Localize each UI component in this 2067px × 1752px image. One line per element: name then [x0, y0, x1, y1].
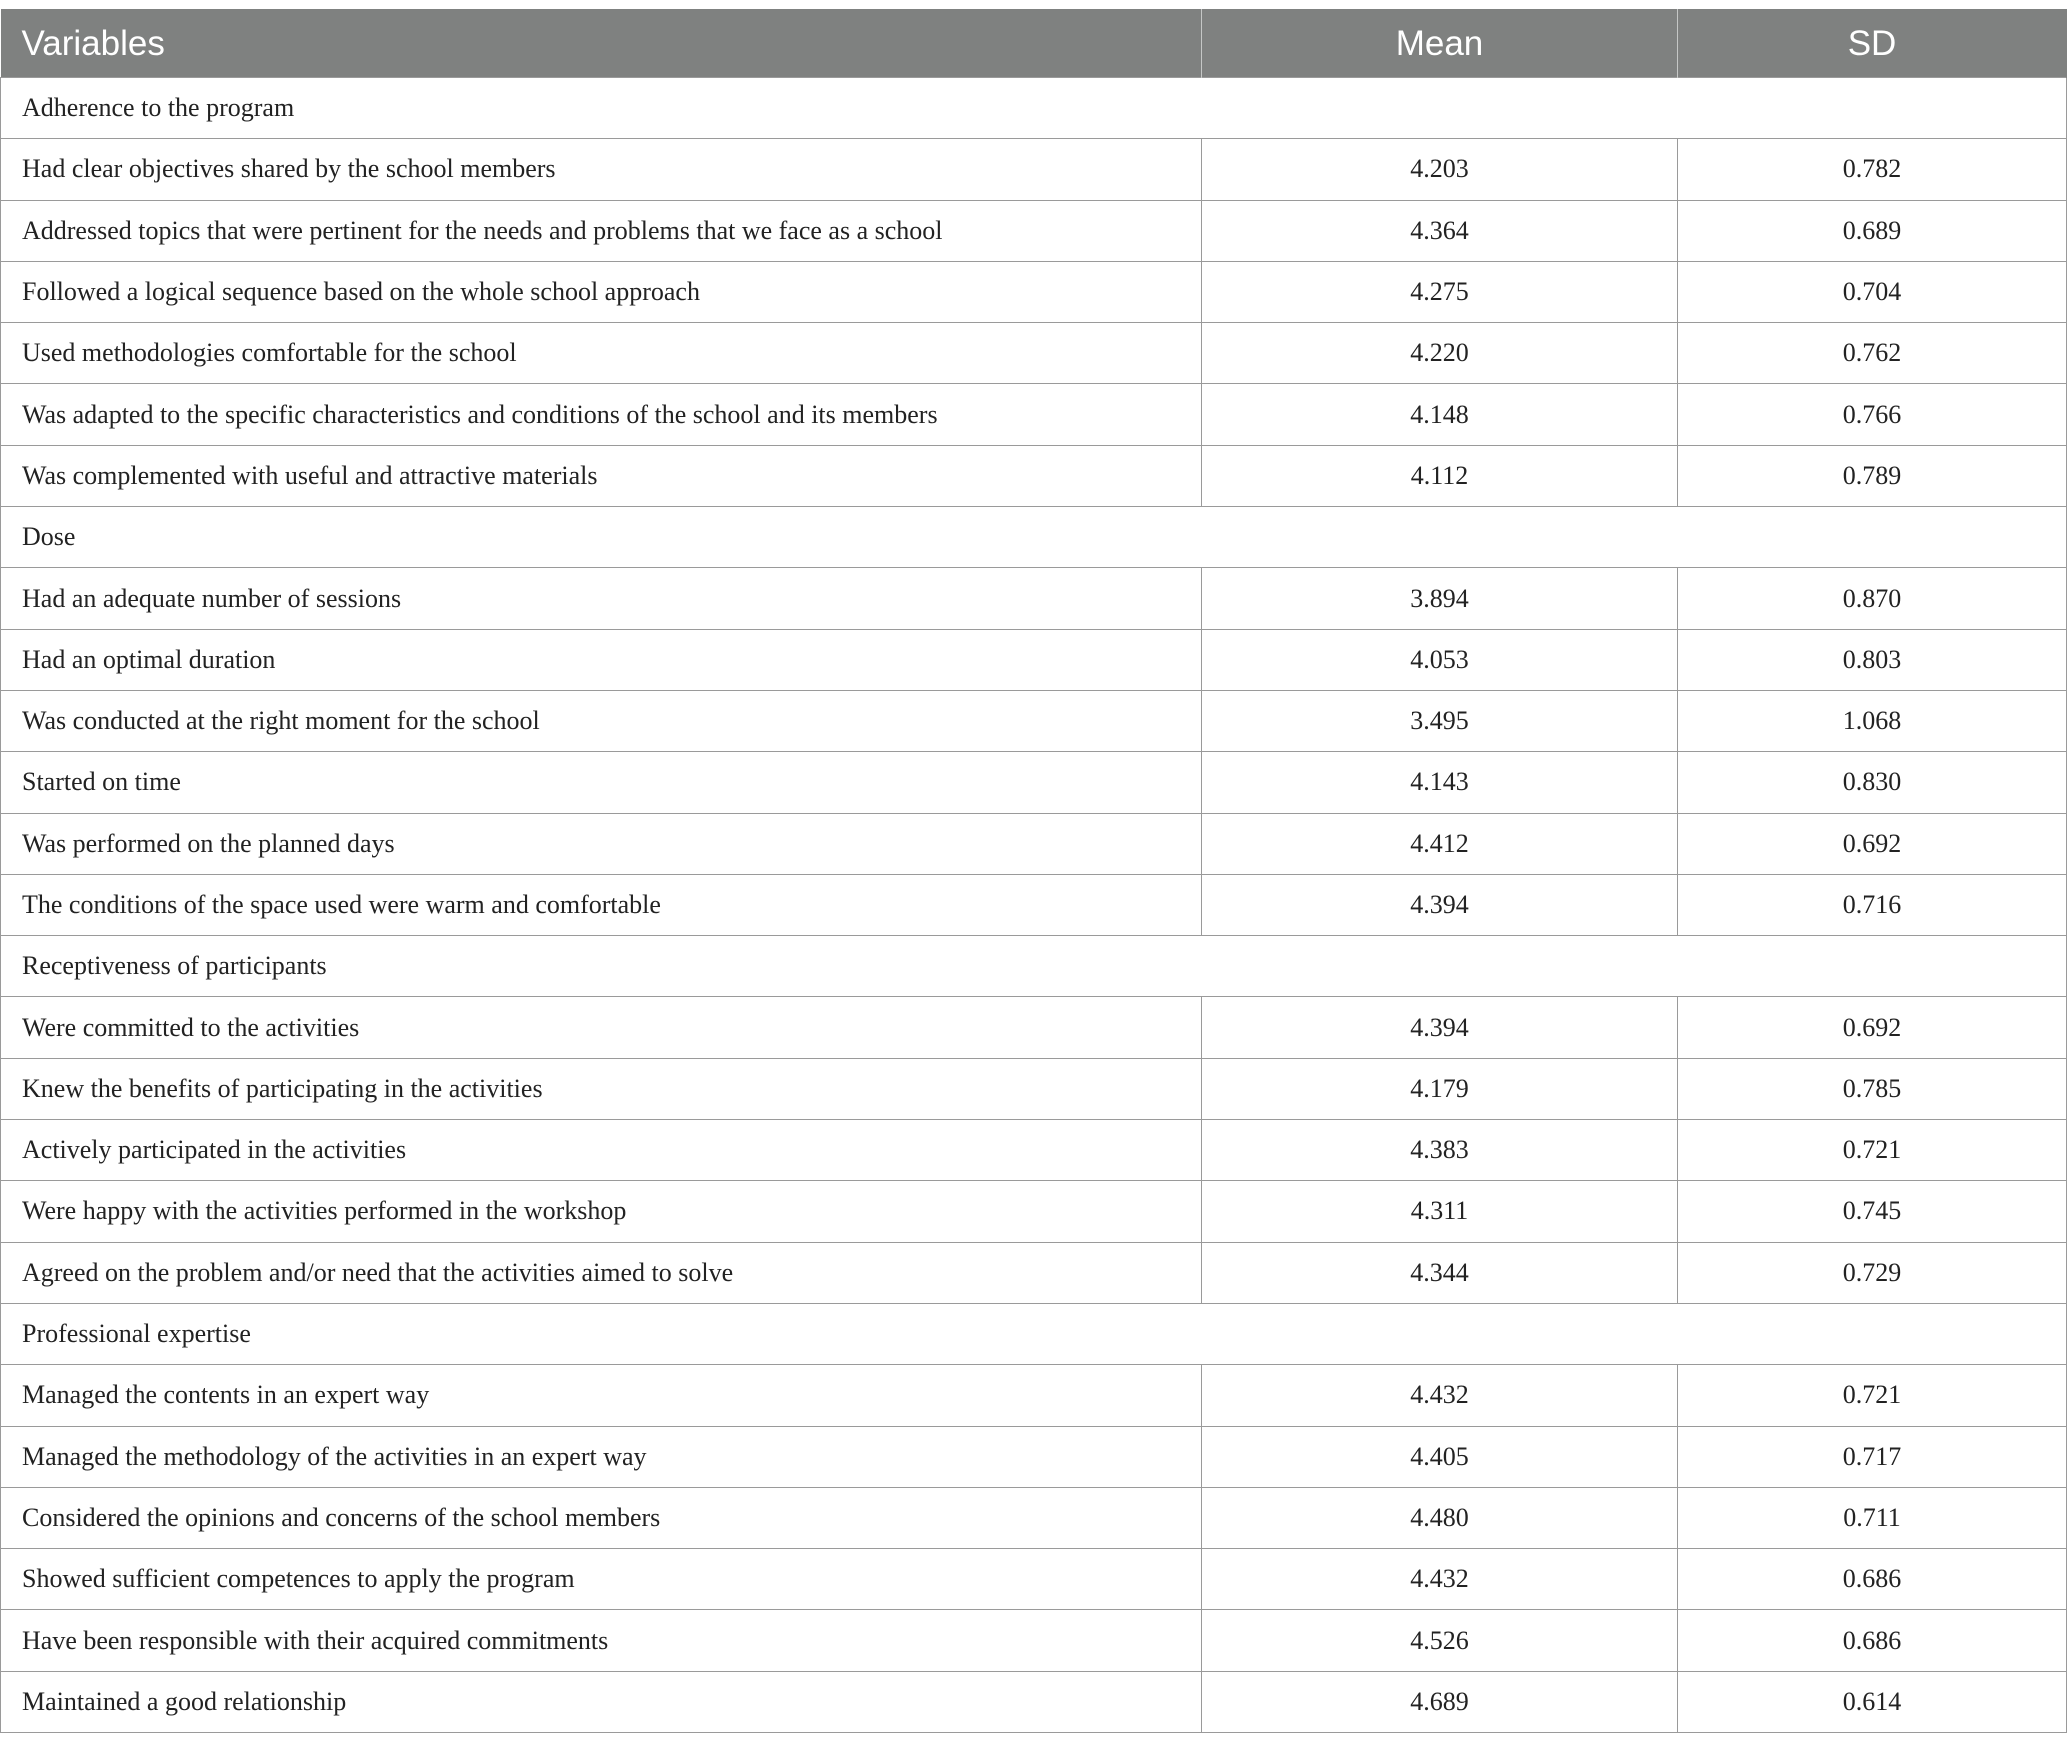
mean-cell: 4.432	[1202, 1365, 1678, 1426]
variable-cell: Have been responsible with their acquired commitments	[1, 1610, 1202, 1671]
table-row	[1, 200, 2067, 261]
table-row	[1, 1058, 2067, 1119]
mean-cell: 4.275	[1202, 261, 1678, 322]
table-header	[1, 10, 2067, 78]
mean-cell: 4.311	[1202, 1181, 1678, 1242]
results-table	[0, 9, 2067, 1733]
sd-cell: 0.729	[1678, 1242, 2067, 1303]
sd-cell: 0.830	[1678, 752, 2067, 813]
sd-cell: 0.717	[1678, 1426, 2067, 1487]
results-table-container	[0, 9, 2066, 1733]
sd-cell: 0.766	[1678, 384, 2067, 445]
section-label: Receptiveness of participants	[1, 936, 2067, 997]
mean-cell: 4.526	[1202, 1610, 1678, 1671]
section-label: Professional expertise	[1, 1303, 2067, 1364]
section-row	[1, 1303, 2067, 1364]
variable-cell: Addressed topics that were pertinent for the needs and problems that we face as a school	[1, 200, 1202, 261]
section-label: Dose	[1, 507, 2067, 568]
table-row	[1, 445, 2067, 506]
variable-cell: Used methodologies comfortable for the school	[1, 323, 1202, 384]
mean-cell: 4.053	[1202, 629, 1678, 690]
mean-cell: 4.394	[1202, 874, 1678, 935]
mean-cell: 4.179	[1202, 1058, 1678, 1119]
header-row	[1, 10, 2067, 78]
sd-cell: 0.789	[1678, 445, 2067, 506]
header-mean: Mean	[1202, 10, 1678, 78]
table-row	[1, 1181, 2067, 1242]
table-row	[1, 1242, 2067, 1303]
table-row	[1, 874, 2067, 935]
table-row	[1, 568, 2067, 629]
variable-cell: Was adapted to the specific characteristics and conditions of the school and its members	[1, 384, 1202, 445]
mean-cell: 4.432	[1202, 1549, 1678, 1610]
mean-cell: 4.480	[1202, 1487, 1678, 1548]
mean-cell: 4.344	[1202, 1242, 1678, 1303]
sd-cell: 0.782	[1678, 139, 2067, 200]
table-row	[1, 139, 2067, 200]
variable-cell: Knew the benefits of participating in the activities	[1, 1058, 1202, 1119]
table-row	[1, 752, 2067, 813]
sd-cell: 0.721	[1678, 1120, 2067, 1181]
variable-cell: Was performed on the planned days	[1, 813, 1202, 874]
mean-cell: 4.394	[1202, 997, 1678, 1058]
variable-cell: Had an optimal duration	[1, 629, 1202, 690]
table-row	[1, 629, 2067, 690]
variable-cell: Maintained a good relationship	[1, 1671, 1202, 1732]
header-variables: Variables	[1, 10, 1202, 78]
variable-cell: Managed the contents in an expert way	[1, 1365, 1202, 1426]
variable-cell: Managed the methodology of the activities in an expert way	[1, 1426, 1202, 1487]
mean-cell: 4.689	[1202, 1671, 1678, 1732]
sd-cell: 0.692	[1678, 813, 2067, 874]
header-sd: SD	[1678, 10, 2067, 78]
section-row	[1, 78, 2067, 139]
table-row	[1, 261, 2067, 322]
mean-cell: 3.894	[1202, 568, 1678, 629]
mean-cell: 4.220	[1202, 323, 1678, 384]
mean-cell: 4.203	[1202, 139, 1678, 200]
variable-cell: Were happy with the activities performed in the workshop	[1, 1181, 1202, 1242]
table-row	[1, 323, 2067, 384]
mean-cell: 4.412	[1202, 813, 1678, 874]
sd-cell: 0.614	[1678, 1671, 2067, 1732]
section-row	[1, 507, 2067, 568]
table-row	[1, 997, 2067, 1058]
variable-cell: Followed a logical sequence based on the whole school approach	[1, 261, 1202, 322]
variable-cell: Considered the opinions and concerns of the school members	[1, 1487, 1202, 1548]
sd-cell: 0.803	[1678, 629, 2067, 690]
table-row	[1, 384, 2067, 445]
sd-cell: 0.686	[1678, 1549, 2067, 1610]
sd-cell: 0.721	[1678, 1365, 2067, 1426]
table-body	[1, 78, 2067, 1733]
table-row	[1, 1610, 2067, 1671]
variable-cell: Agreed on the problem and/or need that the activities aimed to solve	[1, 1242, 1202, 1303]
section-label: Adherence to the program	[1, 78, 2067, 139]
table-row	[1, 1426, 2067, 1487]
sd-cell: 0.689	[1678, 200, 2067, 261]
sd-cell: 0.785	[1678, 1058, 2067, 1119]
mean-cell: 4.364	[1202, 200, 1678, 261]
variable-cell: Had an adequate number of sessions	[1, 568, 1202, 629]
table-row	[1, 690, 2067, 751]
mean-cell: 4.405	[1202, 1426, 1678, 1487]
sd-cell: 0.692	[1678, 997, 2067, 1058]
table-row	[1, 1120, 2067, 1181]
sd-cell: 0.745	[1678, 1181, 2067, 1242]
sd-cell: 0.704	[1678, 261, 2067, 322]
sd-cell: 0.716	[1678, 874, 2067, 935]
sd-cell: 0.870	[1678, 568, 2067, 629]
variable-cell: Started on time	[1, 752, 1202, 813]
variable-cell: Had clear objectives shared by the school members	[1, 139, 1202, 200]
sd-cell: 1.068	[1678, 690, 2067, 751]
mean-cell: 4.143	[1202, 752, 1678, 813]
variable-cell: Was conducted at the right moment for the school	[1, 690, 1202, 751]
sd-cell: 0.686	[1678, 1610, 2067, 1671]
table-row	[1, 813, 2067, 874]
sd-cell: 0.711	[1678, 1487, 2067, 1548]
table-row	[1, 1671, 2067, 1732]
variable-cell: Was complemented with useful and attractive materials	[1, 445, 1202, 506]
table-row	[1, 1487, 2067, 1548]
variable-cell: Showed sufficient competences to apply the program	[1, 1549, 1202, 1610]
variable-cell: Were committed to the activities	[1, 997, 1202, 1058]
mean-cell: 4.112	[1202, 445, 1678, 506]
mean-cell: 4.383	[1202, 1120, 1678, 1181]
sd-cell: 0.762	[1678, 323, 2067, 384]
mean-cell: 3.495	[1202, 690, 1678, 751]
mean-cell: 4.148	[1202, 384, 1678, 445]
table-row	[1, 1365, 2067, 1426]
section-row	[1, 936, 2067, 997]
table-row	[1, 1549, 2067, 1610]
variable-cell: Actively participated in the activities	[1, 1120, 1202, 1181]
variable-cell: The conditions of the space used were warm and comfortable	[1, 874, 1202, 935]
